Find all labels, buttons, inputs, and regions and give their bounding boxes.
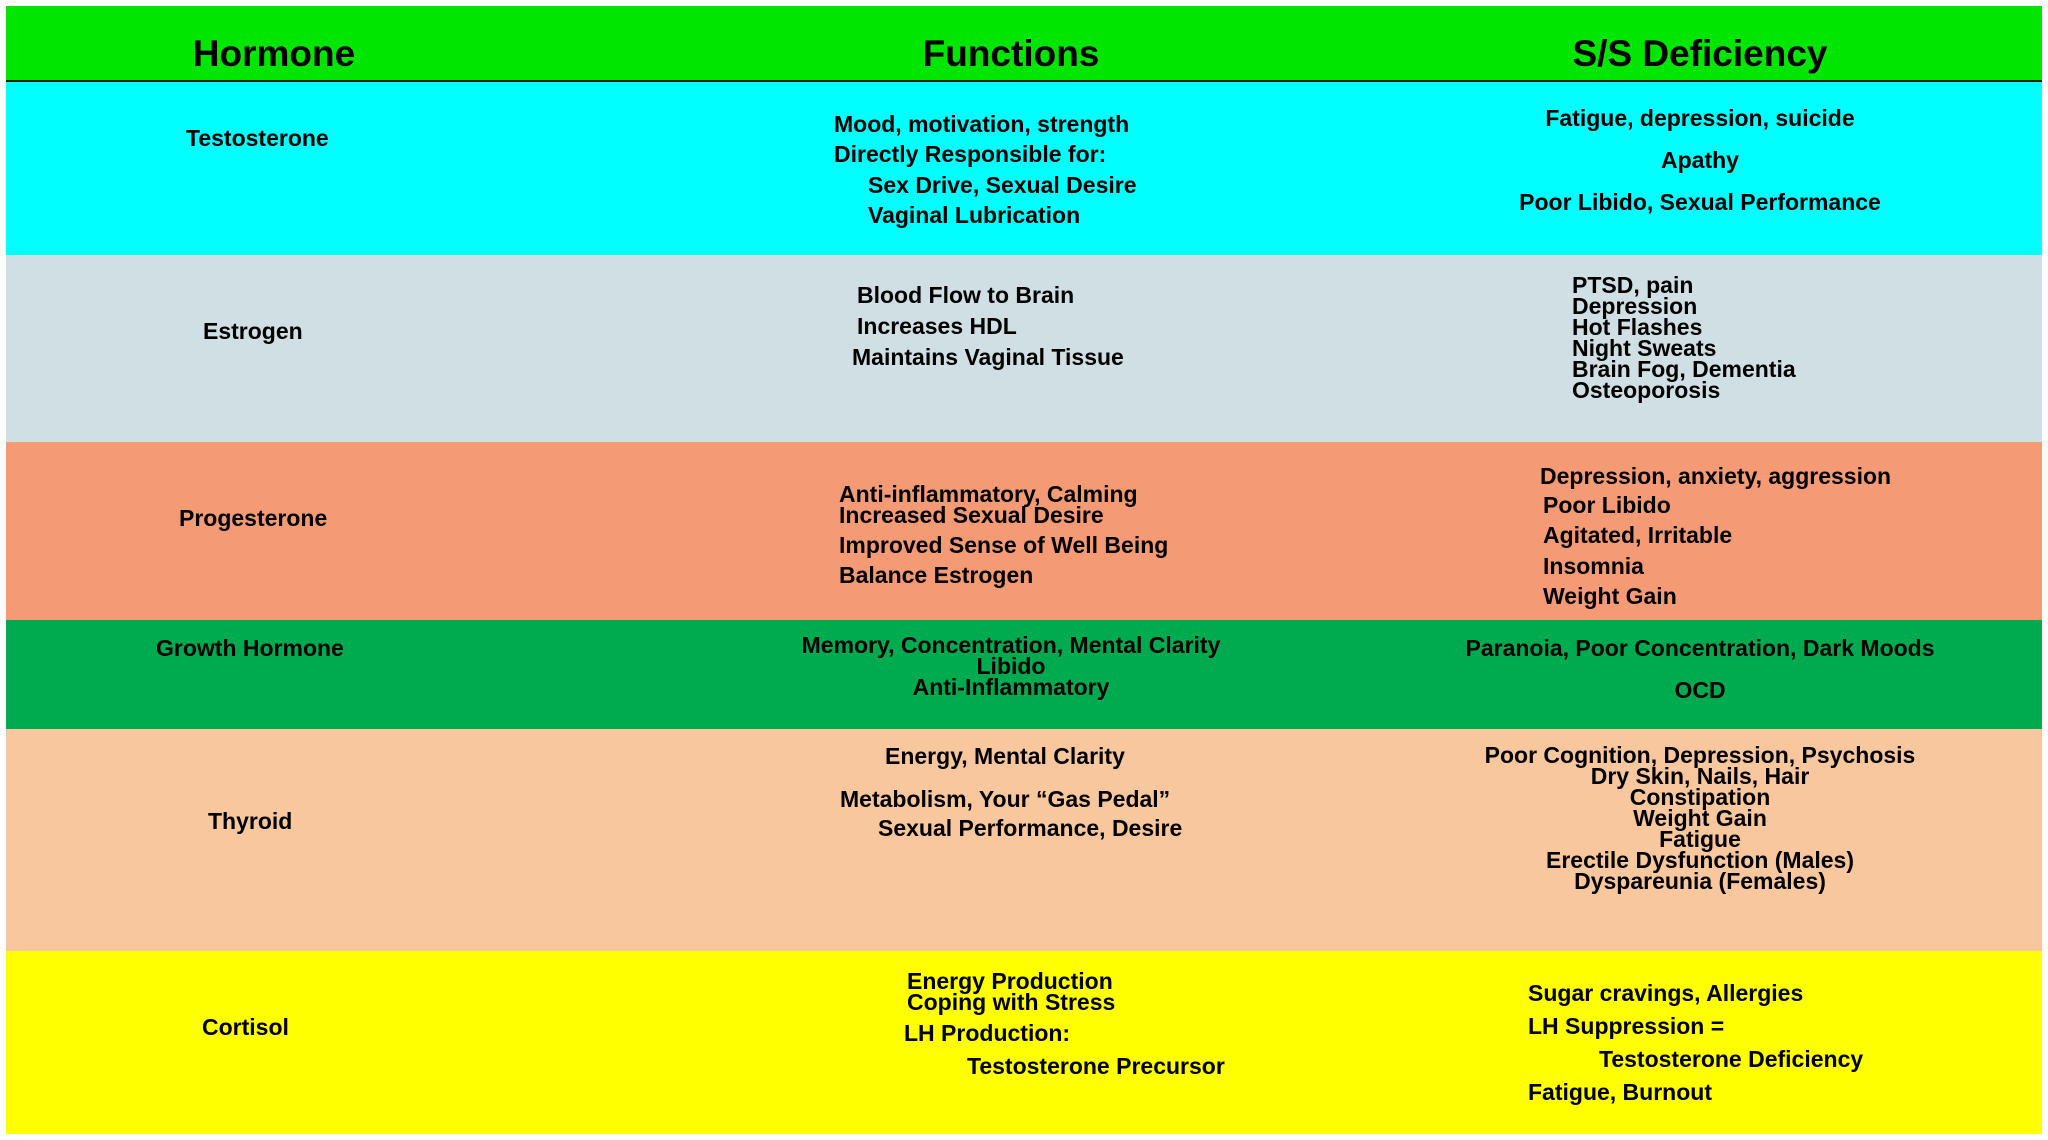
hormone-name: Estrogen bbox=[203, 318, 303, 344]
function-line: Metabolism, Your “Gas Pedal” bbox=[840, 786, 1171, 812]
table-row-testosterone bbox=[6, 82, 2042, 255]
deficiency-line: Brain Fog, Dementia bbox=[1572, 356, 1796, 382]
hormone-name: Cortisol bbox=[202, 1014, 289, 1040]
function-line: Increases HDL bbox=[857, 313, 1017, 339]
deficiency-line: Agitated, Irritable bbox=[1543, 522, 1733, 548]
deficiency-line: Fatigue, depression, suicide bbox=[1545, 105, 1855, 131]
hormone-name: Testosterone bbox=[186, 125, 329, 151]
hormone-name: Growth Hormone bbox=[156, 635, 344, 661]
deficiency-line: Paranoia, Poor Concentration, Dark Moods bbox=[1465, 635, 1935, 661]
deficiency-line: Testosterone Deficiency bbox=[1599, 1046, 1864, 1072]
deficiency-line: Osteoporosis bbox=[1572, 377, 1721, 403]
deficiency-line: Poor Cognition, Depression, Psychosis bbox=[1484, 742, 1916, 768]
hormone-name: Progesterone bbox=[179, 505, 328, 531]
deficiency-line: Weight Gain bbox=[1633, 805, 1767, 831]
header-hormone: Hormone bbox=[192, 33, 356, 74]
function-line: Sex Drive, Sexual Desire bbox=[868, 172, 1137, 198]
function-line: Vaginal Lubrication bbox=[868, 202, 1081, 228]
function-line: Mood, motivation, strength bbox=[834, 111, 1130, 137]
deficiency-line: Poor Libido, Sexual Performance bbox=[1519, 189, 1881, 215]
deficiency-line: Constipation bbox=[1629, 784, 1771, 810]
function-line: Improved Sense of Well Being bbox=[839, 532, 1169, 558]
function-line: Increased Sexual Desire bbox=[839, 502, 1104, 528]
function-line: Testosterone Precursor bbox=[967, 1053, 1225, 1079]
hormone-table bbox=[6, 6, 2042, 1134]
deficiency-line: Night Sweats bbox=[1572, 335, 1717, 361]
deficiency-line: OCD bbox=[1674, 677, 1726, 703]
deficiency-line: Apathy bbox=[1661, 147, 1739, 173]
table-row-cortisol bbox=[6, 951, 2042, 1134]
table-row-growth-hormone bbox=[6, 620, 2042, 729]
deficiency-line: PTSD, pain bbox=[1572, 272, 1694, 298]
deficiency-line: Poor Libido bbox=[1543, 492, 1671, 518]
table-header-row bbox=[6, 6, 2042, 82]
function-line: Coping with Stress bbox=[907, 989, 1116, 1015]
function-line: Energy, Mental Clarity bbox=[885, 743, 1125, 769]
hormone-name: Thyroid bbox=[208, 808, 293, 834]
table-row-estrogen bbox=[6, 255, 2042, 442]
header-deficiency: S/S Deficiency bbox=[1572, 33, 1828, 74]
header-functions: Functions bbox=[922, 33, 1100, 74]
function-line: Balance Estrogen bbox=[839, 562, 1034, 588]
function-line: Blood Flow to Brain bbox=[857, 282, 1075, 308]
deficiency-line: Depression, anxiety, aggression bbox=[1540, 463, 1892, 489]
deficiency-line: Fatigue, Burnout bbox=[1528, 1079, 1712, 1105]
deficiency-line: Dry Skin, Nails, Hair bbox=[1590, 763, 1810, 789]
table-row-progesterone bbox=[6, 442, 2042, 620]
function-line: Directly Responsible for: bbox=[834, 141, 1107, 167]
function-line: Anti-Inflammatory bbox=[912, 674, 1110, 700]
function-line: Libido bbox=[976, 653, 1046, 679]
deficiency-line: Weight Gain bbox=[1543, 583, 1677, 609]
deficiency-line: Depression bbox=[1572, 293, 1698, 319]
function-line: Sexual Performance, Desire bbox=[878, 815, 1183, 841]
table-row-thyroid bbox=[6, 729, 2042, 951]
function-line: Energy Production bbox=[907, 968, 1113, 994]
function-line: Memory, Concentration, Mental Clarity bbox=[801, 632, 1221, 658]
deficiency-line: Erectile Dysfunction (Males) bbox=[1545, 847, 1855, 873]
deficiency-line: LH Suppression = bbox=[1528, 1013, 1725, 1039]
deficiency-line: Sugar cravings, Allergies bbox=[1528, 980, 1804, 1006]
deficiency-line: Hot Flashes bbox=[1572, 314, 1703, 340]
function-line: Maintains Vaginal Tissue bbox=[852, 344, 1124, 370]
deficiency-line: Insomnia bbox=[1543, 553, 1644, 579]
function-line: Anti-inflammatory, Calming bbox=[839, 481, 1138, 507]
function-line: LH Production: bbox=[904, 1020, 1071, 1046]
deficiency-line: Fatigue bbox=[1659, 826, 1741, 852]
deficiency-line: Dyspareunia (Females) bbox=[1574, 868, 1826, 894]
